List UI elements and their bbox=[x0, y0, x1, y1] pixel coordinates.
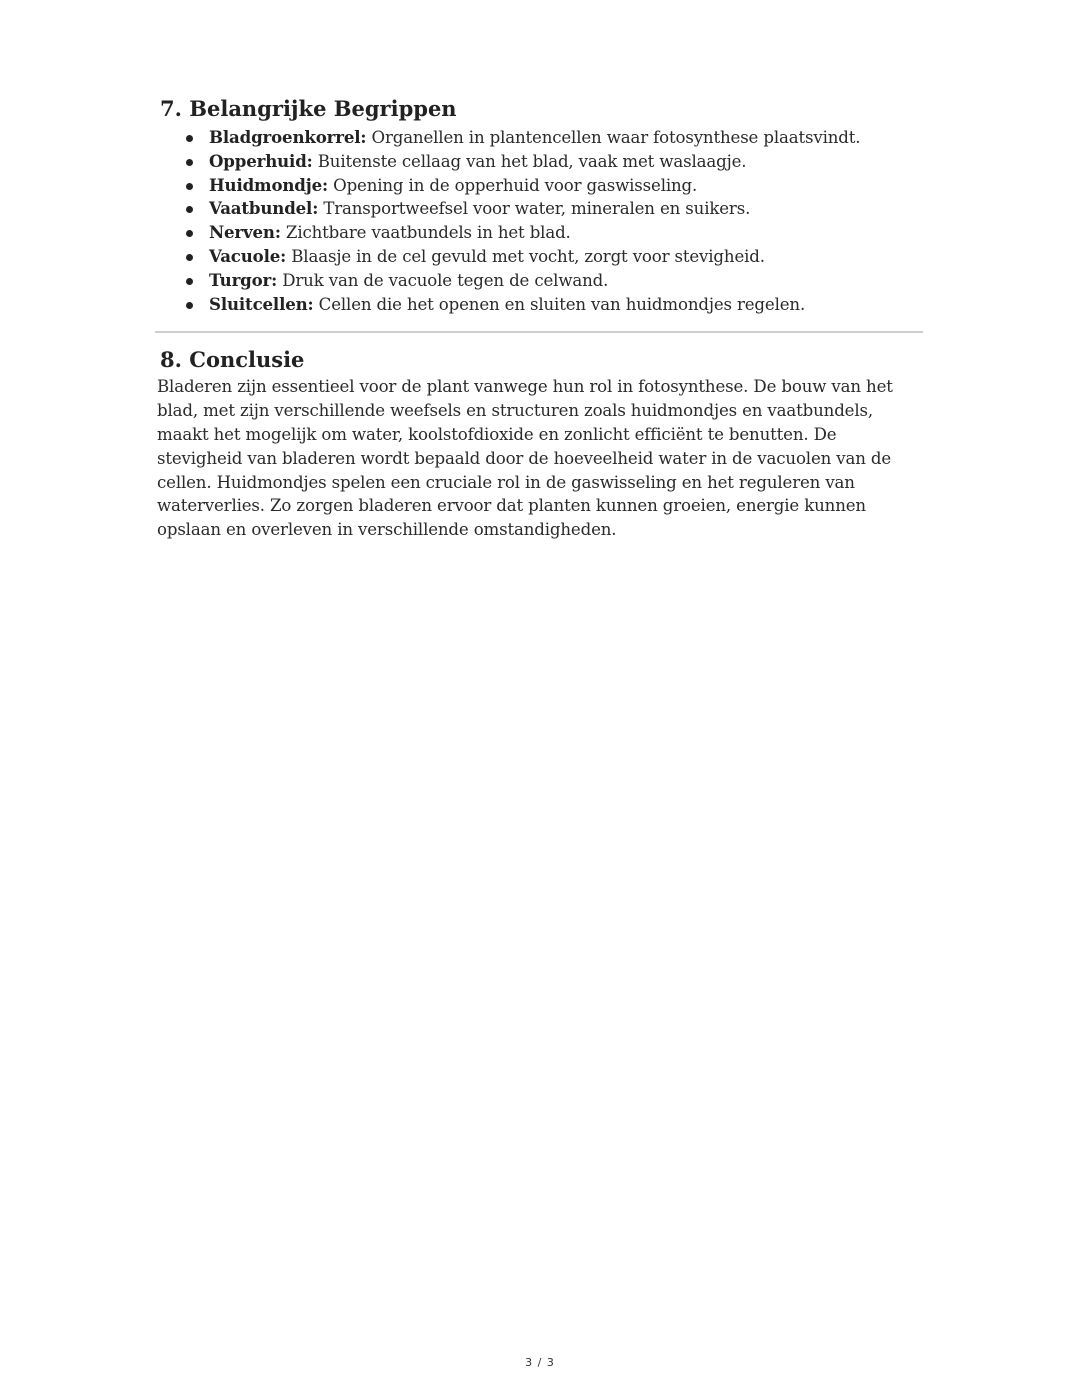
paragraph-line: opslaan en overleven in verschillende omstandigheden. bbox=[157, 520, 617, 540]
list-item bbox=[186, 126, 923, 150]
term-label: Nerven: bbox=[209, 222, 281, 243]
bullet-icon bbox=[186, 254, 193, 261]
bullet-icon bbox=[186, 206, 193, 213]
list-item bbox=[186, 150, 923, 174]
term-description: Druk van de vacuole tegen de celwand. bbox=[277, 270, 609, 290]
term-description: Cellen die het openen en sluiten van huidmondjes regelen. bbox=[313, 294, 806, 314]
list-item bbox=[186, 174, 923, 198]
page-content bbox=[157, 92, 923, 542]
term-label: Huidmondje: bbox=[209, 174, 328, 195]
section-8-heading: 8. Conclusie bbox=[160, 347, 305, 373]
paragraph-line: maakt het mogelijk om water, koolstofdioxide en zonlicht efficiënt te benutten. De bbox=[157, 424, 837, 444]
term-label: Bladgroenkorrel: bbox=[209, 127, 367, 147]
list-item bbox=[186, 197, 923, 221]
bullet-icon bbox=[186, 230, 193, 237]
list-item bbox=[186, 245, 923, 269]
list-item bbox=[186, 269, 923, 293]
term-description: Transportweefsel voor water, mineralen en suikers. bbox=[318, 199, 751, 219]
bullet-icon bbox=[186, 159, 193, 166]
bullet-icon bbox=[186, 278, 193, 285]
paragraph-line: cellen. Huidmondjes spelen een cruciale rol in de gaswisseling en het reguleren van bbox=[157, 472, 855, 492]
term-description: Zichtbare vaatbundels in het blad. bbox=[280, 223, 571, 243]
term-label: Vaatbundel: bbox=[209, 198, 319, 219]
term-label: Vacuole: bbox=[209, 245, 287, 266]
conclusion-paragraph bbox=[157, 375, 902, 542]
term-description: Blaasje in de cel gevuld met vocht, zorgt voor stevigheid. bbox=[286, 246, 765, 266]
term-description: Opening in de opperhuid voor gaswisseling. bbox=[327, 175, 698, 195]
section-7-heading: 7. Belangrijke Begrippen bbox=[160, 96, 457, 121]
terms-list bbox=[157, 126, 923, 316]
term-label: Turgor: bbox=[209, 269, 278, 290]
list-item bbox=[186, 221, 923, 245]
paragraph-line: stevigheid van bladeren wordt bepaald door de hoeveelheid water in de vacuolen van de bbox=[157, 448, 892, 468]
term-description: Organellen in plantencellen waar fotosynthese plaatsvindt. bbox=[366, 128, 861, 147]
list-item bbox=[186, 293, 923, 317]
paragraph-line: blad, met zijn verschillende weefsels en structuren zoals huidmondjes en vaatbundels, bbox=[157, 401, 873, 421]
bullet-icon bbox=[186, 135, 193, 142]
bullet-icon bbox=[186, 183, 193, 190]
term-label: Sluitcellen: bbox=[209, 293, 314, 314]
term-label: Opperhuid: bbox=[209, 150, 313, 171]
term-description: Buitenste cellaag van het blad, vaak met waslaagje. bbox=[312, 151, 747, 171]
paragraph-line: Bladeren zijn essentieel voor de plant vanwege hun rol in fotosynthese. De bouw van het bbox=[157, 377, 893, 397]
bullet-icon bbox=[186, 302, 193, 309]
page-number: 3 / 3 bbox=[525, 1356, 555, 1369]
section-divider bbox=[155, 331, 923, 333]
paragraph-line: waterverlies. Zo zorgen bladeren ervoor dat planten kunnen groeien, energie kunnen bbox=[157, 496, 866, 516]
